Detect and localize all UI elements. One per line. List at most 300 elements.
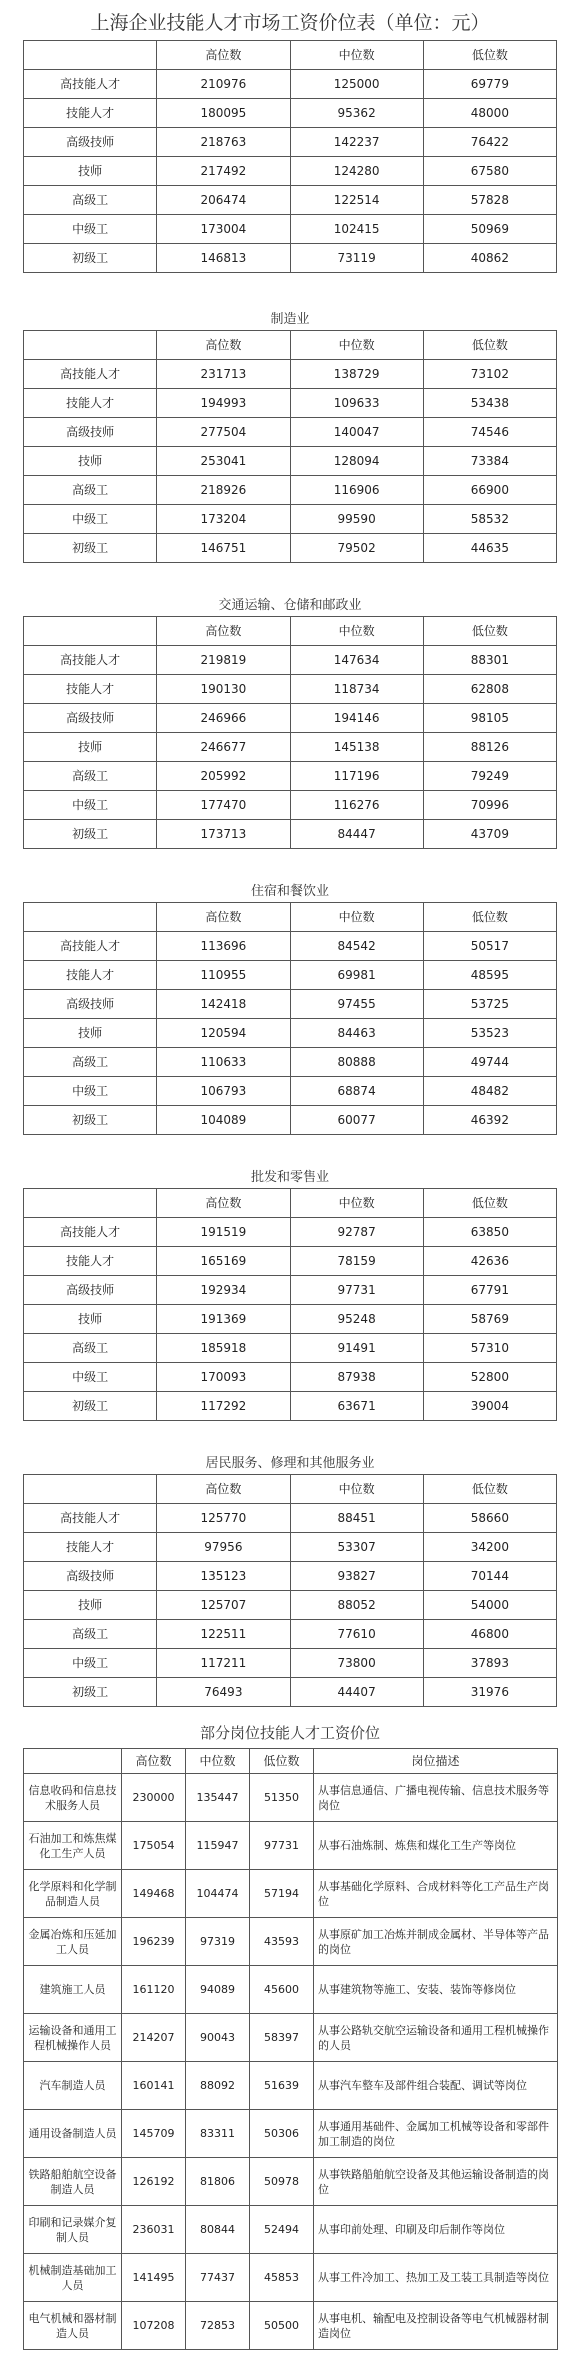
table-header-row — [24, 1749, 558, 1774]
header-high: 高位数 — [157, 331, 290, 360]
cell-high: 145709 — [122, 2110, 186, 2158]
salary-table-manufacturing — [23, 330, 557, 563]
salary-table-transport — [23, 616, 557, 849]
cell-high: 117292 — [157, 1392, 290, 1421]
cell-high: 122511 — [157, 1620, 290, 1649]
cell-high: 185918 — [157, 1334, 290, 1363]
header-low: 低位数 — [423, 41, 556, 70]
cell-high: 177470 — [157, 791, 290, 820]
header-high: 高位数 — [157, 617, 290, 646]
job-name: 运输设备和通用工程机械操作人员 — [24, 2014, 122, 2062]
row-label: 高级技师 — [24, 128, 157, 157]
table-header-row — [24, 41, 557, 70]
table-row — [24, 820, 557, 849]
table-row — [24, 1276, 557, 1305]
cell-mid: 95362 — [290, 99, 423, 128]
cell-high: 76493 — [157, 1678, 290, 1707]
header-blank — [24, 41, 157, 70]
cell-low: 70144 — [423, 1562, 556, 1591]
cell-high: 126192 — [122, 2158, 186, 2206]
table-row — [24, 1504, 557, 1533]
header-mid: 中位数 — [290, 1189, 423, 1218]
cell-high: 218763 — [157, 128, 290, 157]
cell-mid: 88451 — [290, 1504, 423, 1533]
cell-high: 196239 — [122, 1918, 186, 1966]
cell-mid: 83311 — [186, 2110, 250, 2158]
job-desc: 从事石油炼制、炼焦和煤化工生产等岗位 — [314, 1822, 558, 1870]
table-row — [24, 99, 557, 128]
table-row — [24, 762, 557, 791]
cell-low: 57310 — [423, 1334, 556, 1363]
header-mid: 中位数 — [186, 1749, 250, 1774]
table-row — [24, 1966, 558, 2014]
table-row — [24, 1918, 558, 1966]
job-name: 机械制造基础加工人员 — [24, 2254, 122, 2302]
cell-high: 173713 — [157, 820, 290, 849]
cell-mid: 91491 — [290, 1334, 423, 1363]
header-mid: 中位数 — [290, 331, 423, 360]
header-low: 低位数 — [423, 617, 556, 646]
row-label: 技师 — [24, 1305, 157, 1334]
row-label: 高技能人才 — [24, 70, 157, 99]
cell-mid: 128094 — [290, 447, 423, 476]
cell-mid: 77610 — [290, 1620, 423, 1649]
row-label: 技能人才 — [24, 99, 157, 128]
cell-mid: 125000 — [290, 70, 423, 99]
job-desc: 从事建筑物等施工、安装、装饰等修岗位 — [314, 1966, 558, 2014]
row-label: 技师 — [24, 157, 157, 186]
row-label: 中级工 — [24, 1077, 157, 1106]
header-mid: 中位数 — [290, 1475, 423, 1504]
section-title-services: 居民服务、修理和其他服务业 — [205, 1456, 375, 1471]
cell-low: 53438 — [423, 389, 556, 418]
section-title-manufacturing: 制造业 — [270, 312, 310, 327]
cell-mid: 142237 — [290, 128, 423, 157]
job-name: 印刷和记录媒介复制人员 — [24, 2206, 122, 2254]
header-blank — [24, 1475, 157, 1504]
table-row — [24, 704, 557, 733]
table-row — [24, 675, 557, 704]
cell-low: 53523 — [423, 1019, 556, 1048]
header-low: 低位数 — [423, 1189, 556, 1218]
table-row — [24, 932, 557, 961]
cell-mid: 102415 — [290, 215, 423, 244]
cell-low: 69779 — [423, 70, 556, 99]
cell-mid: 109633 — [290, 389, 423, 418]
cell-mid: 140047 — [290, 418, 423, 447]
cell-low: 50978 — [250, 2158, 314, 2206]
table-row — [24, 360, 557, 389]
cell-high: 210976 — [157, 70, 290, 99]
cell-high: 230000 — [122, 1774, 186, 1822]
cell-mid: 97455 — [290, 990, 423, 1019]
table-row — [24, 1077, 557, 1106]
table-row — [24, 1106, 557, 1135]
cell-high: 277504 — [157, 418, 290, 447]
header-low: 低位数 — [423, 1475, 556, 1504]
cell-mid: 116276 — [290, 791, 423, 820]
job-desc: 从事工件冷加工、热加工及工装工具制造等岗位 — [314, 2254, 558, 2302]
table-row — [24, 389, 557, 418]
cell-high: 104089 — [157, 1106, 290, 1135]
job-name: 建筑施工人员 — [24, 1966, 122, 2014]
cell-high: 205992 — [157, 762, 290, 791]
job-desc: 从事汽车整车及部件组合装配、调试等岗位 — [314, 2062, 558, 2110]
cell-high: 253041 — [157, 447, 290, 476]
job-desc: 从事原矿加工冶炼并制成金属材、半导体等产品的岗位 — [314, 1918, 558, 1966]
cell-mid: 117196 — [290, 762, 423, 791]
cell-mid: 84542 — [290, 932, 423, 961]
cell-low: 34200 — [423, 1533, 556, 1562]
table-row — [24, 1048, 557, 1077]
cell-low: 67580 — [423, 157, 556, 186]
cell-low: 49744 — [423, 1048, 556, 1077]
section-title-hospitality: 住宿和餐饮业 — [250, 884, 329, 899]
cell-high: 175054 — [122, 1822, 186, 1870]
salary-table-retail — [23, 1188, 557, 1421]
cell-low: 62808 — [423, 675, 556, 704]
cell-high: 146813 — [157, 244, 290, 273]
row-label: 初级工 — [24, 820, 157, 849]
job-desc: 从事信息通信、广播电视传输、信息技术服务等岗位 — [314, 1774, 558, 1822]
cell-low: 46800 — [423, 1620, 556, 1649]
cell-mid: 80888 — [290, 1048, 423, 1077]
cell-low: 88126 — [423, 733, 556, 762]
cell-low: 39004 — [423, 1392, 556, 1421]
cell-low: 58532 — [423, 505, 556, 534]
cell-high: 236031 — [122, 2206, 186, 2254]
cell-mid: 60077 — [290, 1106, 423, 1135]
cell-mid: 84447 — [290, 820, 423, 849]
cell-low: 50500 — [250, 2302, 314, 2350]
row-label: 技师 — [24, 1591, 157, 1620]
cell-low: 88301 — [423, 646, 556, 675]
section-title-jobs: 部分岗位技能人才工资价位 — [199, 1724, 380, 1742]
cell-high: 125770 — [157, 1504, 290, 1533]
cell-high: 180095 — [157, 99, 290, 128]
row-label: 高级工 — [24, 476, 157, 505]
row-label: 高级技师 — [24, 418, 157, 447]
cell-mid: 77437 — [186, 2254, 250, 2302]
table-row — [24, 791, 557, 820]
cell-mid: 72853 — [186, 2302, 250, 2350]
cell-low: 43709 — [423, 820, 556, 849]
row-label: 技能人才 — [24, 1247, 157, 1276]
row-label: 高级工 — [24, 1620, 157, 1649]
cell-low: 79249 — [423, 762, 556, 791]
cell-high: 120594 — [157, 1019, 290, 1048]
cell-mid: 68874 — [290, 1077, 423, 1106]
cell-mid: 84463 — [290, 1019, 423, 1048]
cell-mid: 124280 — [290, 157, 423, 186]
header-mid: 中位数 — [290, 41, 423, 70]
section-title-retail: 批发和零售业 — [250, 1170, 329, 1185]
row-label: 高级技师 — [24, 1562, 157, 1591]
cell-low: 45600 — [250, 1966, 314, 2014]
header-mid: 中位数 — [290, 903, 423, 932]
cell-low: 48000 — [423, 99, 556, 128]
header-blank — [24, 617, 157, 646]
table-header-row — [24, 1189, 557, 1218]
table-header-row — [24, 903, 557, 932]
job-name: 金属冶炼和压延加工人员 — [24, 1918, 122, 1966]
cell-low: 48482 — [423, 1077, 556, 1106]
row-label: 高技能人才 — [24, 1504, 157, 1533]
job-name: 通用设备制造人员 — [24, 2110, 122, 2158]
cell-mid: 116906 — [290, 476, 423, 505]
cell-low: 40862 — [423, 244, 556, 273]
cell-high: 217492 — [157, 157, 290, 186]
cell-high: 191519 — [157, 1218, 290, 1247]
cell-mid: 87938 — [290, 1363, 423, 1392]
header-high: 高位数 — [157, 1189, 290, 1218]
cell-mid: 135447 — [186, 1774, 250, 1822]
cell-high: 160141 — [122, 2062, 186, 2110]
cell-low: 76422 — [423, 128, 556, 157]
cell-low: 31976 — [423, 1678, 556, 1707]
cell-mid: 44407 — [290, 1678, 423, 1707]
header-mid: 中位数 — [290, 617, 423, 646]
table-row — [24, 1562, 557, 1591]
cell-high: 170093 — [157, 1363, 290, 1392]
row-label: 中级工 — [24, 1363, 157, 1392]
cell-low: 67791 — [423, 1276, 556, 1305]
table-row — [24, 2014, 558, 2062]
cell-high: 206474 — [157, 186, 290, 215]
cell-high: 97956 — [157, 1533, 290, 1562]
cell-mid: 79502 — [290, 534, 423, 563]
job-desc: 从事电机、输配电及控制设备等电气机械器材制造岗位 — [314, 2302, 558, 2350]
table-row — [24, 1363, 557, 1392]
row-label: 高级技师 — [24, 704, 157, 733]
cell-low: 42636 — [423, 1247, 556, 1276]
row-label: 技能人才 — [24, 961, 157, 990]
cell-mid: 95248 — [290, 1305, 423, 1334]
cell-mid: 118734 — [290, 675, 423, 704]
table-row — [24, 1649, 557, 1678]
cell-high: 113696 — [157, 932, 290, 961]
cell-high: 173004 — [157, 215, 290, 244]
cell-high: 218926 — [157, 476, 290, 505]
cell-mid: 97731 — [290, 1276, 423, 1305]
header-blank — [24, 903, 157, 932]
cell-mid: 73800 — [290, 1649, 423, 1678]
cell-mid: 63671 — [290, 1392, 423, 1421]
table-row — [24, 1019, 557, 1048]
table-row — [24, 961, 557, 990]
cell-low: 73102 — [423, 360, 556, 389]
row-label: 高技能人才 — [24, 646, 157, 675]
cell-mid: 88092 — [186, 2062, 250, 2110]
cell-high: 194993 — [157, 389, 290, 418]
row-label: 中级工 — [24, 215, 157, 244]
cell-mid: 53307 — [290, 1533, 423, 1562]
cell-high: 161120 — [122, 1966, 186, 2014]
row-label: 初级工 — [24, 244, 157, 273]
cell-low: 58397 — [250, 2014, 314, 2062]
table-row — [24, 1620, 557, 1649]
job-name: 信息收码和信息技术服务人员 — [24, 1774, 122, 1822]
cell-mid: 104474 — [186, 1870, 250, 1918]
row-label: 高级工 — [24, 186, 157, 215]
cell-high: 110955 — [157, 961, 290, 990]
cell-low: 51639 — [250, 2062, 314, 2110]
cell-mid: 138729 — [290, 360, 423, 389]
row-label: 初级工 — [24, 1392, 157, 1421]
row-label: 技能人才 — [24, 389, 157, 418]
table-row — [24, 1305, 557, 1334]
row-label: 技师 — [24, 1019, 157, 1048]
row-label: 中级工 — [24, 1649, 157, 1678]
cell-mid: 80844 — [186, 2206, 250, 2254]
table-row — [24, 2110, 558, 2158]
job-name: 石油加工和炼焦煤化工生产人员 — [24, 1822, 122, 1870]
table-row — [24, 1247, 557, 1276]
table-row — [24, 2062, 558, 2110]
cell-high: 190130 — [157, 675, 290, 704]
header-low: 低位数 — [423, 903, 556, 932]
table-header-row — [24, 617, 557, 646]
cell-mid: 115947 — [186, 1822, 250, 1870]
cell-high: 219819 — [157, 646, 290, 675]
table-row — [24, 1678, 557, 1707]
cell-low: 52494 — [250, 2206, 314, 2254]
row-label: 高级工 — [24, 1048, 157, 1077]
job-name: 铁路船舶航空设备制造人员 — [24, 2158, 122, 2206]
table-row — [24, 418, 557, 447]
table-row — [24, 1218, 557, 1247]
cell-mid: 94089 — [186, 1966, 250, 2014]
table-row — [24, 1533, 557, 1562]
cell-low: 66900 — [423, 476, 556, 505]
cell-low: 46392 — [423, 1106, 556, 1135]
section-title-transport: 交通运输、仓储和邮政业 — [218, 598, 362, 613]
row-label: 技师 — [24, 447, 157, 476]
table-row — [24, 128, 557, 157]
cell-low: 53725 — [423, 990, 556, 1019]
cell-high: 117211 — [157, 1649, 290, 1678]
table-row — [24, 534, 557, 563]
cell-low: 48595 — [423, 961, 556, 990]
table-row — [24, 505, 557, 534]
cell-high: 165169 — [157, 1247, 290, 1276]
cell-high: 135123 — [157, 1562, 290, 1591]
cell-low: 74546 — [423, 418, 556, 447]
cell-mid: 93827 — [290, 1562, 423, 1591]
cell-mid: 69981 — [290, 961, 423, 990]
cell-mid: 97319 — [186, 1918, 250, 1966]
header-low: 低位数 — [250, 1749, 314, 1774]
job-desc: 从事印前处理、印刷及印后制作等岗位 — [314, 2206, 558, 2254]
cell-high: 231713 — [157, 360, 290, 389]
table-row — [24, 1591, 557, 1620]
table-header-row — [24, 331, 557, 360]
cell-low: 51350 — [250, 1774, 314, 1822]
salary-table-jobs — [23, 1748, 558, 2350]
row-label: 高级工 — [24, 1334, 157, 1363]
cell-low: 37893 — [423, 1649, 556, 1678]
table-row — [24, 1334, 557, 1363]
cell-low: 97731 — [250, 1822, 314, 1870]
table-row — [24, 733, 557, 762]
table-row — [24, 1392, 557, 1421]
cell-low: 57828 — [423, 186, 556, 215]
cell-low: 50517 — [423, 932, 556, 961]
cell-mid: 78159 — [290, 1247, 423, 1276]
cell-high: 214207 — [122, 2014, 186, 2062]
row-label: 高级工 — [24, 762, 157, 791]
row-label: 高技能人才 — [24, 360, 157, 389]
cell-high: 246966 — [157, 704, 290, 733]
cell-high: 110633 — [157, 1048, 290, 1077]
table-row — [24, 157, 557, 186]
row-label: 高级技师 — [24, 1276, 157, 1305]
header-desc: 岗位描述 — [314, 1749, 558, 1774]
table-row — [24, 215, 557, 244]
row-label: 技能人才 — [24, 675, 157, 704]
table-row — [24, 244, 557, 273]
row-label: 中级工 — [24, 505, 157, 534]
cell-high: 142418 — [157, 990, 290, 1019]
table-header-row — [24, 1475, 557, 1504]
cell-high: 246677 — [157, 733, 290, 762]
cell-mid: 147634 — [290, 646, 423, 675]
job-name: 化学原料和化学制品制造人员 — [24, 1870, 122, 1918]
table-row — [24, 1774, 558, 1822]
row-label: 中级工 — [24, 791, 157, 820]
table-row — [24, 447, 557, 476]
row-label: 高技能人才 — [24, 932, 157, 961]
header-high: 高位数 — [122, 1749, 186, 1774]
cell-low: 58660 — [423, 1504, 556, 1533]
cell-low: 43593 — [250, 1918, 314, 1966]
cell-low: 50306 — [250, 2110, 314, 2158]
row-label: 技能人才 — [24, 1533, 157, 1562]
cell-high: 191369 — [157, 1305, 290, 1334]
cell-low: 70996 — [423, 791, 556, 820]
job-desc: 从事公路轨交航空运输设备和通用工程机械操作的人员 — [314, 2014, 558, 2062]
cell-low: 63850 — [423, 1218, 556, 1247]
cell-low: 73384 — [423, 447, 556, 476]
table-row — [24, 1870, 558, 1918]
cell-low: 57194 — [250, 1870, 314, 1918]
job-desc: 从事通用基础件、金属加工机械等设备和零部件加工制造的岗位 — [314, 2110, 558, 2158]
cell-high: 107208 — [122, 2302, 186, 2350]
cell-mid: 122514 — [290, 186, 423, 215]
header-blank — [24, 1749, 122, 1774]
row-label: 初级工 — [24, 1678, 157, 1707]
cell-mid: 92787 — [290, 1218, 423, 1247]
cell-high: 106793 — [157, 1077, 290, 1106]
table-row — [24, 186, 557, 215]
row-label: 高级技师 — [24, 990, 157, 1019]
table-row — [24, 2254, 558, 2302]
table-row — [24, 476, 557, 505]
cell-mid: 90043 — [186, 2014, 250, 2062]
cell-high: 141495 — [122, 2254, 186, 2302]
cell-low: 54000 — [423, 1591, 556, 1620]
table-row — [24, 990, 557, 1019]
cell-mid: 99590 — [290, 505, 423, 534]
row-label: 技师 — [24, 733, 157, 762]
job-desc: 从事基础化学原料、合成材料等化工产品生产岗位 — [314, 1870, 558, 1918]
salary-table-hospitality — [23, 902, 557, 1135]
header-high: 高位数 — [157, 41, 290, 70]
cell-high: 149468 — [122, 1870, 186, 1918]
job-name: 汽车制造人员 — [24, 2062, 122, 2110]
table-row — [24, 2302, 558, 2350]
row-label: 初级工 — [24, 534, 157, 563]
